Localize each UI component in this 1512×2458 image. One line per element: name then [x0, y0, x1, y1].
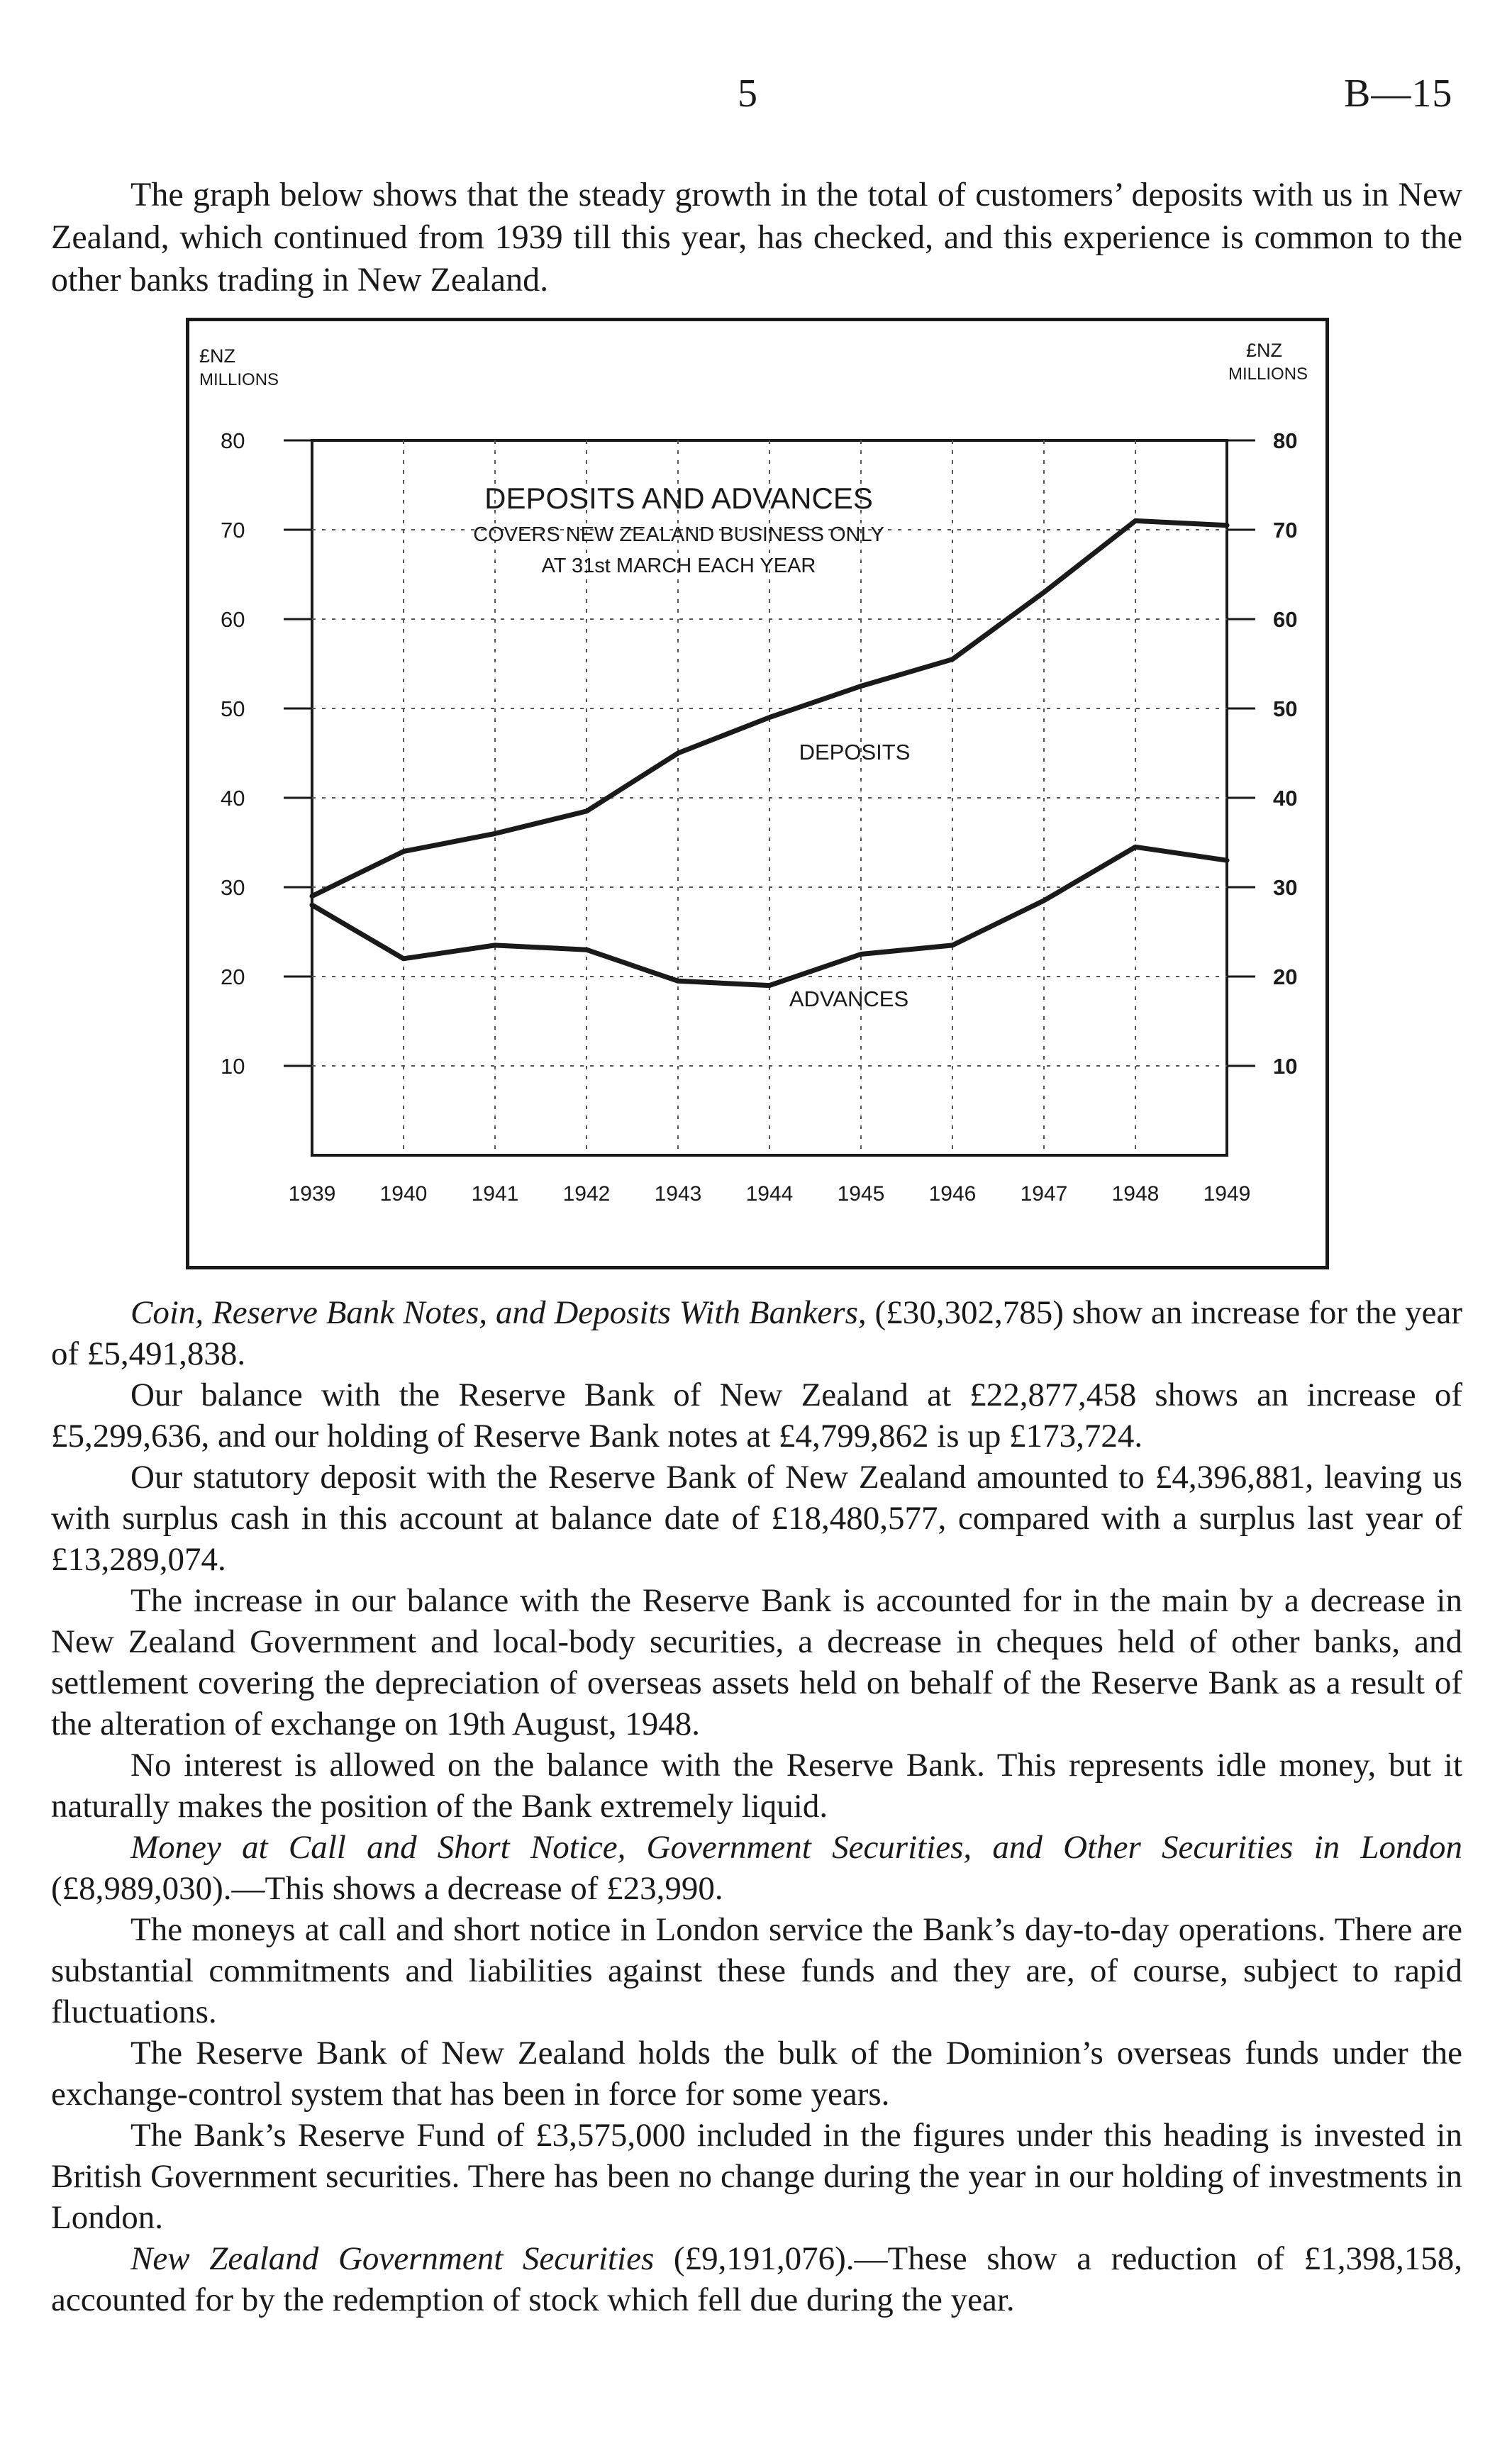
series-point-advances — [402, 957, 405, 960]
paragraph-lead: Money at Call and Short Notice, Government Securities, and Other Securities in London — [130, 1829, 1462, 1866]
paragraph-nz-government-securities — [51, 2238, 1462, 2320]
y-tick-label-left: 70 — [221, 518, 245, 543]
paragraph-text: The Reserve Bank of New Zealand holds the bulk of the Dominion’s overseas funds under the exchange-control system that has been in force for some years. — [51, 2035, 1462, 2113]
x-tick-label: 1941 — [471, 1182, 519, 1206]
series-point-deposits — [585, 810, 588, 813]
series-point-advances — [1134, 845, 1137, 848]
x-tick-label: 1939 — [288, 1182, 336, 1206]
series-label-deposits: DEPOSITS — [799, 740, 911, 764]
chart-subtitle-date: AT 31st MARCH EACH YEAR — [541, 555, 816, 577]
series-point-deposits — [768, 716, 771, 719]
paragraph-lead: Coin, Reserve Bank Notes, and Deposits With Bankers, — [130, 1294, 867, 1331]
series-point-advances — [677, 979, 679, 982]
paragraph-overseas-funds — [51, 2032, 1462, 2115]
x-tick-label: 1945 — [837, 1182, 885, 1206]
paragraph-reserve-fund — [51, 2115, 1462, 2238]
left-unit-sub: MILLIONS — [199, 370, 279, 389]
paragraph-money-at-call — [51, 1827, 1462, 1909]
left-unit-label: £NZ — [199, 345, 236, 367]
series-point-deposits — [677, 752, 679, 755]
y-tick-label-right: 20 — [1273, 964, 1298, 989]
paragraph-balance-increase — [51, 1580, 1462, 1745]
series-point-deposits — [1134, 519, 1137, 522]
document-reference: B—15 — [1344, 72, 1453, 116]
intro-paragraph: The graph below shows that the steady growth in the total of customers’ deposits with us in New Zealand, which continued from 1939 till this year, has checked, and this experience is common to the other banks trading in New Zealand. — [51, 176, 1462, 299]
right-unit-sub: MILLIONS — [1228, 365, 1308, 384]
series-point-deposits — [1043, 591, 1045, 594]
series-point-advances — [768, 984, 771, 987]
series-point-deposits — [311, 895, 313, 898]
series-point-deposits — [951, 658, 954, 661]
paragraph-text: The moneys at call and short notice in London service the Bank’s day-to-day operations. There are substantial commitments and liabilities against these funds and they are, of course, subject to rapid fluctuations. — [51, 1911, 1462, 2030]
series-point-advances — [311, 903, 313, 906]
paragraph-text: The increase in our balance with the Reserve Bank is accounted for in the main by a decrease in New Zealand Government and local-body securities, a decrease in cheques held of other banks, and settlement covering the depreciation of overseas assets held on behalf of the Reserve Bank as a result of the alteration of exchange on 19th August, 1948. — [51, 1582, 1462, 1742]
x-tick-label: 1947 — [1020, 1182, 1068, 1206]
y-tick-label-left: 10 — [221, 1054, 245, 1079]
y-tick-label-left: 40 — [221, 786, 245, 811]
x-tick-label: 1943 — [654, 1182, 702, 1206]
paragraph-no-interest — [51, 1745, 1462, 1827]
series-point-advances — [585, 948, 588, 951]
chart-frame — [186, 318, 1329, 1269]
y-tick-label-right: 30 — [1273, 875, 1298, 900]
series-point-advances — [951, 944, 954, 947]
y-tick-label-left: 60 — [221, 607, 245, 632]
y-tick-label-left: 20 — [221, 964, 245, 989]
x-tick-label: 1948 — [1111, 1182, 1160, 1206]
grid-lines — [312, 440, 1227, 1155]
chart-subtitle-coverage: COVERS NEW ZEALAND BUSINESS ONLY — [473, 523, 884, 546]
series-point-advances — [1225, 859, 1228, 862]
paragraph-coin-deposits — [51, 1292, 1462, 1374]
paragraph-text: No interest is allowed on the balance with the Reserve Bank. This represents idle money, but it naturally makes the position of the Bank extremely liquid. — [51, 1747, 1462, 1825]
y-tick-label-right: 70 — [1273, 518, 1298, 543]
paragraph-text: (£9,191,076).—These show a reduction of £1,398,158, accounted for by the redemption of stock which fell due during the year. — [51, 2240, 1462, 2318]
paragraph-reserve-balance — [51, 1374, 1462, 1457]
paragraph-text: Our statutory deposit with the Reserve Bank of New Zealand amounted to £4,396,881, leaving us with surplus cash in this account at balance date of £18,480,577, compared with a surplus last year of £13,289,074. — [51, 1459, 1462, 1578]
page-number: 5 — [738, 72, 757, 116]
series-label-advances: ADVANCES — [789, 986, 909, 1011]
y-tick-label-right: 50 — [1273, 696, 1298, 721]
paragraph-text: Our balance with the Reserve Bank of New Zealand at £22,877,458 shows an increase of £5,299,636, and our holding of Reserve Bank notes at £4,799,862 is up £173,724. — [51, 1377, 1462, 1455]
series-point-deposits — [494, 832, 496, 835]
series-point-deposits — [402, 850, 405, 853]
series-point-advances — [1043, 899, 1045, 902]
body-text — [51, 1292, 1462, 2320]
paragraph-lead: New Zealand Government Securities — [130, 2240, 655, 2277]
y-tick-label-right: 40 — [1273, 786, 1298, 811]
x-tick-label: 1946 — [928, 1182, 977, 1206]
series-point-deposits — [1225, 524, 1228, 527]
x-tick-label: 1940 — [379, 1182, 428, 1206]
y-tick-label-right: 60 — [1273, 607, 1298, 632]
y-tick-label-left: 80 — [221, 428, 245, 453]
series-point-deposits — [860, 685, 862, 688]
y-tick-label-right: 80 — [1273, 428, 1298, 453]
paragraph-text: (£8,989,030).—This shows a decrease of £23,990. — [51, 1870, 723, 1907]
paragraph-text: The Bank’s Reserve Fund of £3,575,000 included in the figures under this heading is invested in British Government securities. There has been no change during the year in our holding of investments in London. — [51, 2117, 1462, 2236]
paragraph-statutory-deposit — [51, 1457, 1462, 1580]
x-tick-label: 1944 — [745, 1182, 794, 1206]
x-tick-label: 1949 — [1203, 1182, 1251, 1206]
y-tick-label-left: 50 — [221, 696, 245, 721]
right-unit-label: £NZ — [1246, 340, 1283, 361]
paragraph-london-operations — [51, 1909, 1462, 2032]
series-point-advances — [860, 953, 862, 956]
chart-title: DEPOSITS AND ADVANCES — [484, 482, 873, 515]
x-tick-label: 1942 — [562, 1182, 611, 1206]
series-point-advances — [494, 944, 496, 947]
y-tick-label-right: 10 — [1273, 1054, 1298, 1079]
deposits-advances-chart — [189, 321, 1325, 1266]
y-tick-label-left: 30 — [221, 875, 245, 900]
paragraph-text: (£30,302,785) show an increase for the year of £5,491,838. — [51, 1294, 1462, 1372]
